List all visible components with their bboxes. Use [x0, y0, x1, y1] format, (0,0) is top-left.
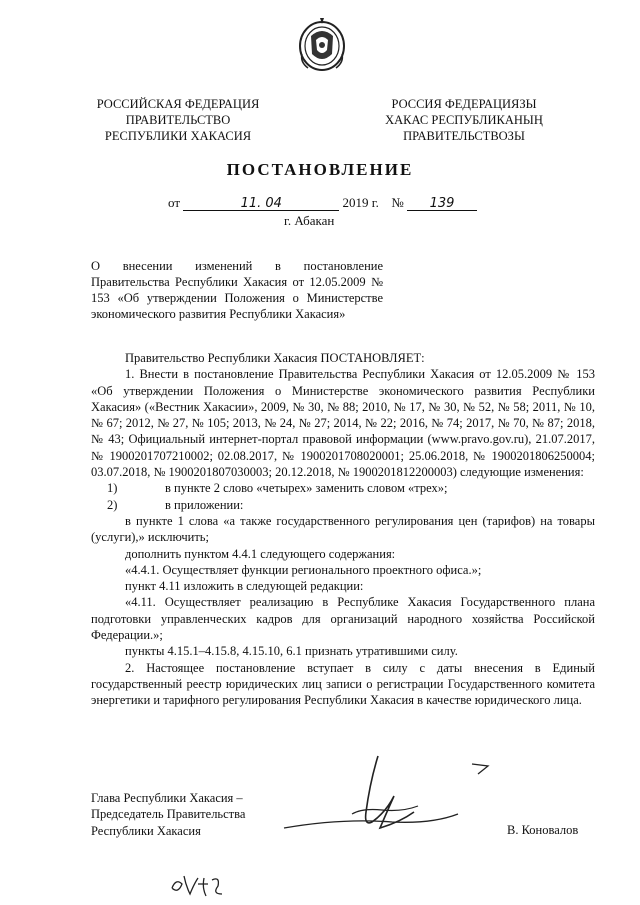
header-left-line: РОССИЙСКАЯ ФЕДЕРАЦИЯ — [96, 97, 260, 111]
date-line — [168, 195, 477, 211]
signatory-line: Председатель Правительства — [91, 807, 246, 822]
signatory-line: Республики Хакасия — [91, 823, 201, 838]
header-left-line: РЕСПУБЛИКИ ХАКАСИЯ — [104, 129, 252, 143]
signatory-title — [91, 790, 245, 839]
body-intro: Правительство Республики Хакасия ПОСТАНОВЛЯЕТ: — [125, 351, 425, 365]
sub-paragraph: в пункте 1 слова «а также государственного регулирования цен (тарифов) на товары (услуги),» исключить; — [91, 513, 595, 545]
from-label: от — [168, 195, 181, 210]
handwritten-mark — [168, 870, 228, 900]
body-paragraph-2: 2. Настоящее постановление вступает в силу с даты внесения в Единый государственный реестр юридических лиц записи о регистрации Государственного комитета энергетики и тарифного регулирования Республики Хакасия в качестве юридического лица. — [91, 660, 595, 708]
document-body — [91, 350, 595, 709]
number-label: № — [391, 195, 404, 210]
header-right-line: ХАКАС РЕСПУБЛИКАНЫҢ — [385, 113, 543, 127]
sub-paragraph: пункты 4.15.1–4.15.8, 4.15.10, 6.1 признать утратившими силу. — [125, 644, 458, 659]
list-item-number: 1) — [107, 481, 118, 496]
header-right-line: РОССИЯ ФЕДЕРАЦИЯЗЫ — [391, 97, 537, 111]
list-item-text: в приложении: — [165, 497, 244, 512]
body-paragraph-1: 1. Внести в постановление Правительства Республики Хакасия от 12.05.2009 № 153 «Об утверждении Положения о Министерстве экономического развития Республики Хакасия» («Вестник Хакасии», 2009, № 30, № 88; 2010, № 17, № 30, № 52, № 58; 2011, № 10, № 67; 2012, № 27, № 105; 2013, № 24, № 27; 2014, № 22; 2016, № 74; 2017, № 70, № 87; 2018, № 43; Официальный интернет-портал правовой информации (www.pravo.gov.ru), 21.07.2017, № 1900201707210002; 02.08.2017, № 1900201708020001; 25.06.2018, № 1900201806250004; 03.07.2018, № 1900201807030003; 20.12.2018, № 1900201812200003) следующие изменения: — [91, 367, 595, 480]
signatory-name: В. Коновалов — [507, 823, 579, 837]
header-left — [88, 96, 268, 144]
coat-of-arms-emblem — [294, 14, 350, 74]
sub-paragraph: дополнить пунктом 4.4.1 следующего содержания: — [125, 546, 396, 561]
number-handwritten: 139 — [407, 197, 477, 211]
header-left-line: ПРАВИТЕЛЬСТВО — [125, 113, 231, 127]
signatory-line: Глава Республики Хакасия – — [91, 791, 243, 805]
handwritten-signature — [282, 752, 502, 842]
date-handwritten: 11. 04 — [183, 197, 339, 211]
document-subject: О внесении изменений в постановление Правительства Республики Хакасия от 12.05.2009 № 153 «Об утверждении Положения о Министерстве экономического развития Республики Хакасия» — [91, 259, 383, 321]
sub-paragraph: «4.11. Осуществляет реализацию в Республике Хакасия Государственного плана подготовки управленческих кадров для организаций народного хозяйства Российской Федерации.»; — [91, 595, 595, 643]
header-right — [374, 96, 554, 144]
year-label: 2019 г. — [342, 195, 379, 210]
sub-paragraph: «4.4.1. Осуществляет функции регионального проектного офиса.»; — [125, 562, 482, 577]
sub-paragraph: пункт 4.11 изложить в следующей редакции: — [125, 579, 364, 594]
list-item-number: 2) — [107, 497, 118, 512]
list-item-text: в пункте 2 слово «четырех» заменить словом «трех»; — [165, 481, 448, 496]
document-title: ПОСТАНОВЛЕНИЕ — [226, 160, 414, 179]
city: г. Абакан — [284, 213, 335, 228]
list-item-2 — [91, 497, 595, 513]
header-right-line: ПРАВИТЕЛЬСТВОЗЫ — [403, 129, 525, 143]
list-item-1 — [91, 480, 595, 496]
